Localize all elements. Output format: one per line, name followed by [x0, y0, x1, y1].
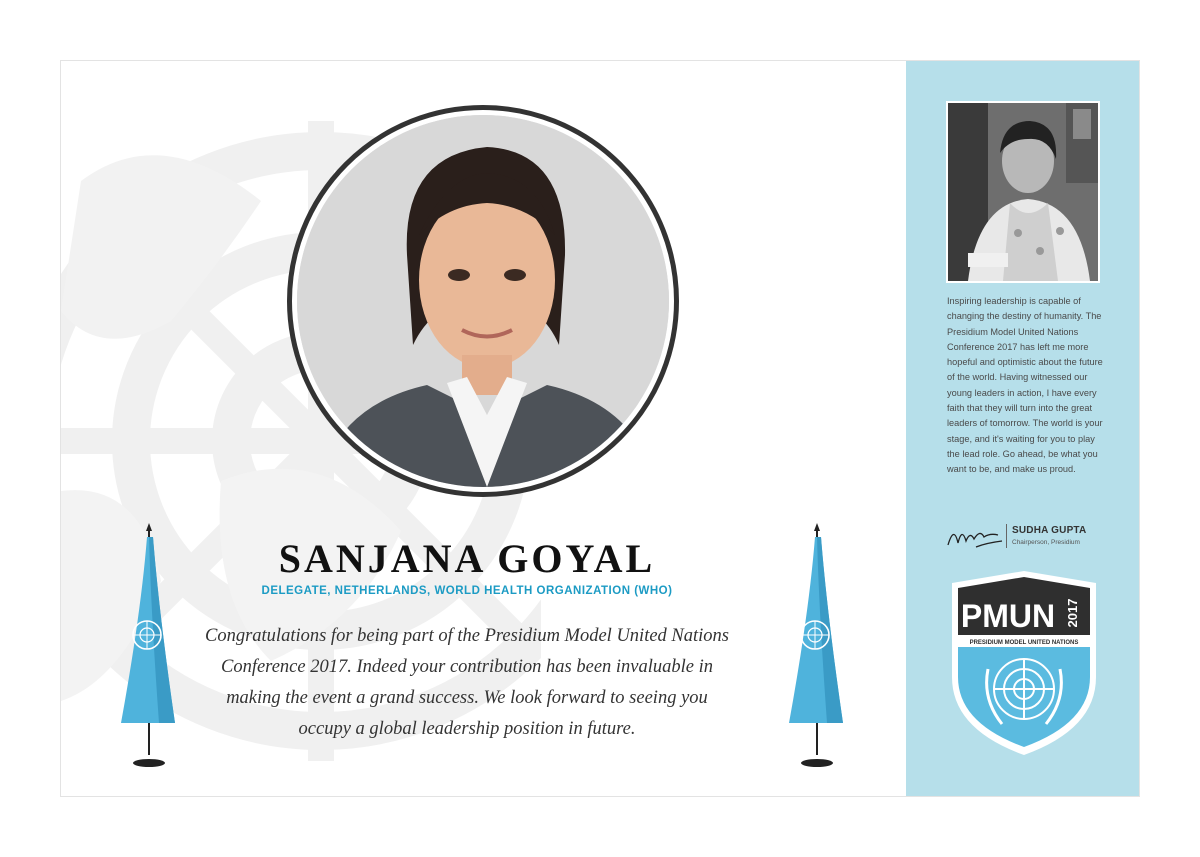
signatory-name: SUDHA GUPTA	[1012, 525, 1087, 536]
certificate-card	[60, 60, 1140, 797]
signature-block	[946, 521, 1106, 551]
chairperson-photo	[946, 101, 1100, 283]
recipient-role: DELEGATE, NETHERLANDS, WORLD HEALTH ORGANIZATION (WHO)	[261, 585, 673, 597]
chairperson-quote: Inspiring leadership is capable of changing the destiny of humanity. The Presidium Model United Nations Conference 2017 has left me more hopeful and optimistic about the future of the world. Having witnessed our young leaders in action, I have every faith that they will turn into the great leaders of tomorrow. The world is your stage, and it's waiting for you to play the lead role. Go ahead, be what you want to be, and make us proud.	[947, 296, 1103, 475]
congratulation-message: Congratulations for being part of the Presidium Model United Nations Conference 2017. Indeed your contribution has been invaluable in making the event a grand success. We look forward to seeing you occupy a global leadership position in future.	[205, 626, 729, 739]
signature-image	[946, 521, 1004, 551]
delegate-portrait	[297, 115, 669, 487]
pmun-logo	[950, 569, 1098, 757]
certificate-main-panel	[61, 61, 906, 796]
recipient-name: SANJANA GOYAL	[278, 536, 656, 581]
un-flag-left	[119, 523, 179, 773]
logo-year: 2017	[1065, 598, 1080, 628]
signature-divider	[1006, 524, 1007, 548]
un-flag-right	[787, 523, 847, 773]
chairperson-sidebar	[906, 61, 1140, 796]
logo-main-text: PMUN	[960, 598, 1056, 634]
signatory-title: Chairperson, Presidium	[1012, 539, 1080, 546]
logo-tagline: PRESIDIUM MODEL UNITED NATIONS	[969, 640, 1079, 646]
